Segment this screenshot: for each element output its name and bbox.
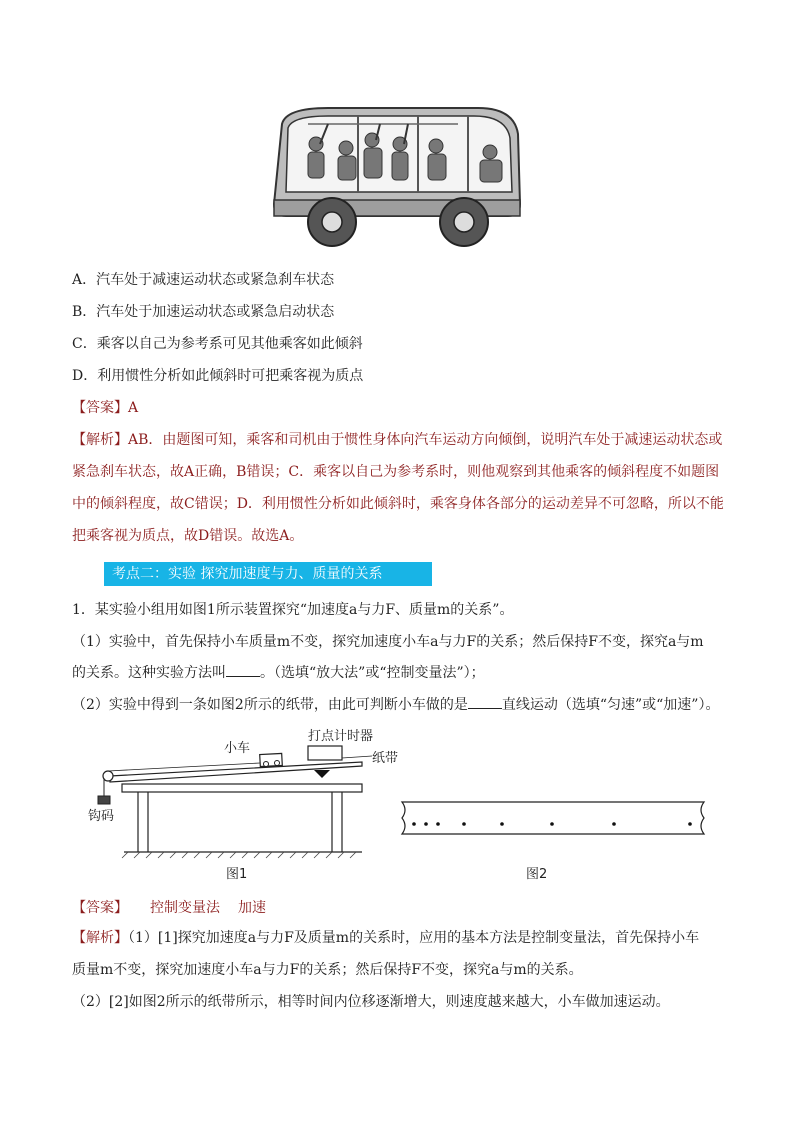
analysis-2-line-1: 【解析】（1）[1]探究加速度a与力F及质量m的关系时，应用的基本方法是控制变量法，首先保持小车: [72, 930, 700, 946]
figure-1-apparatus: [84, 724, 399, 884]
bus-illustration: [268, 104, 524, 250]
question-part1-line1: （1）实验中，首先保持小车质量m不变，探究加速度小车a与力F的关系；然后保持F不变，探究a与m: [72, 634, 704, 650]
question-part2: （2）实验中得到一条如图2所示的纸带，由此可判断小车做的是 直线运动（选填“匀速”或“加速”）。: [72, 694, 719, 715]
option-d: D．利用惯性分析如此倾斜时可把乘客视为质点: [72, 368, 364, 384]
analysis-line: 把乘客视为质点，故D错误。故选A。: [72, 528, 304, 544]
answer-2: [72, 898, 266, 918]
option-a: A．汽车处于减速运动状态或紧急刹车状态: [72, 272, 335, 288]
figure-1-caption: 图1: [226, 867, 248, 882]
analysis-line: 紧急刹车状态，故A正确，B错误；C．乘客以自己为参考系时，则他观察到其他乘客的倾斜程度不如题图: [72, 464, 720, 480]
answer-blank: [468, 694, 502, 709]
option-b: B．汽车处于加速运动状态或紧急启动状态: [72, 304, 335, 320]
answer-value-2: 加速: [238, 900, 266, 916]
option-c: C．乘客以自己为参考系可见其他乘客如此倾斜: [72, 336, 363, 352]
analysis-1: [72, 424, 732, 552]
analysis-2-line-3: （2）[2]如图2所示的纸带所示，相等时间内位移逐渐增大，则速度越来越大，小车做加速运动。: [72, 994, 670, 1010]
label-weight: 钩码: [88, 809, 115, 824]
figure-2-caption: 图2: [526, 867, 548, 882]
answer-1: [72, 398, 138, 418]
question-stem: 1．某实验小组用如图1所示装置探究“加速度a与力F、质量m的关系”。: [72, 602, 514, 618]
analysis-label: 【解析】: [72, 432, 128, 448]
figure-2-paper-tape: [392, 796, 716, 880]
answer-label: 【答案】: [72, 900, 128, 916]
analysis-line: 【解析】AB．由题图可知，乘客和司机由于惯性身体向汽车运动方向倾倒，说明汽车处于减速运动状态或: [72, 432, 723, 448]
analysis-line: 中的倾斜程度，故C错误；D．利用惯性分析如此倾斜时，乘客身体各部分的运动差异不可忽略，所以不能: [72, 496, 724, 512]
answer-label: 【答案】: [72, 400, 128, 416]
analysis-label: 【解析】: [72, 930, 128, 946]
label-timer: 打点计时器: [308, 729, 374, 744]
label-cart: 小车: [224, 741, 251, 756]
answer-blank: [226, 662, 260, 677]
question-part1-line2: 的关系。这种实验方法叫 。（选填“放大法”或“控制变量法”）；: [72, 662, 485, 683]
answer-value: A: [128, 400, 139, 416]
answer-value-1: 控制变量法: [150, 900, 220, 916]
analysis-2-line-2: 质量m不变，探究加速度小车a与力F的关系；然后保持F不变，探究a与m的关系。: [72, 962, 583, 978]
section-title: 考点二：实验 探究加速度与力、质量的关系: [104, 562, 432, 586]
label-tape: 纸带: [372, 751, 399, 766]
